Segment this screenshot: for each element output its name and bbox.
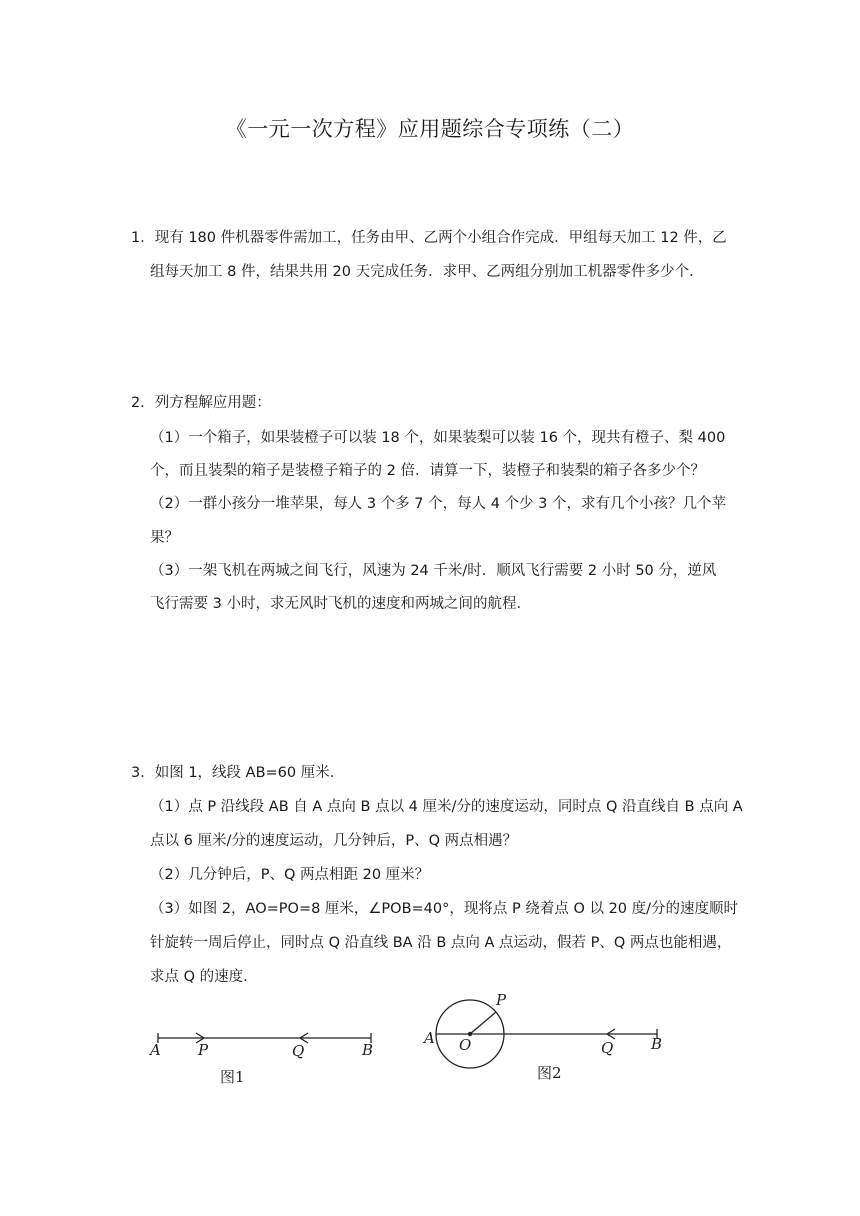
q2-part1-line-2: 个，而且装梨的箱子是装橙子箱子的 2 倍．请算一下，装橙子和装梨的箱子各多少个？	[150, 463, 705, 479]
fig2-label-o: O	[459, 1036, 472, 1054]
fig1-label-b: B	[362, 1041, 374, 1059]
fig2-label-a: A	[424, 1029, 435, 1047]
fig1-caption: 图1	[220, 1068, 245, 1086]
q3-part1-line-1: （1）点 P 沿线段 AB 自 A 点向 B 点以 4 厘米/分的速度运动，同时点 Q 沿直线自 B 点向 A	[150, 799, 743, 815]
fig1-label-q: Q	[292, 1042, 305, 1060]
q1-line-1: 1．现有 180 件机器零件需加工，任务由甲、乙两个小组合作完成．甲组每天加工 12 件，乙	[131, 230, 727, 246]
q2-part3-line-1: （3）一架飞机在两城之间飞行，风速为 24 千米/时．顺风飞行需要 2 小时 50 分，逆风	[150, 563, 717, 579]
fig1-label-a: A	[150, 1041, 161, 1059]
figure-2	[422, 991, 662, 1082]
fig2-radius-op	[470, 1012, 496, 1034]
q2-part2-line-2: 果？	[150, 530, 179, 546]
q3-part3-line-3: 求点 Q 的速度．	[150, 969, 258, 985]
fig1-label-p: P	[198, 1041, 209, 1059]
q2-part3-line-2: 飞行需要 3 小时，求无风时飞机的速度和两城之间的航程．	[150, 596, 531, 612]
fig2-label-p: P	[496, 991, 507, 1009]
figure-1	[148, 1033, 373, 1086]
q1-line-2: 组每天加工 8 件，结果共用 20 天完成任务．求甲、乙两组分别加工机器零件多少个．	[150, 264, 704, 280]
fig2-label-q: Q	[601, 1039, 614, 1057]
q2-part2-line-1: （2）一群小孩分一堆苹果，每人 3 个多 7 个，每人 4 个少 3 个，求有几个小孩？几个苹	[150, 496, 726, 512]
q3-part1-line-2: 点以 6 厘米/分的速度运动，几分钟后，P、Q 两点相遇？	[150, 833, 518, 849]
q3-part2-line-1: （2）几分钟后，P、Q 两点相距 20 厘米？	[150, 867, 430, 883]
q2-part1-line-1: （1）一个箱子，如果装橙子可以装 18 个，如果装梨可以装 16 个，现共有橙子、梨 400	[150, 430, 726, 446]
fig2-label-b: B	[651, 1035, 663, 1053]
q2-heading: 2．列方程解应用题：	[131, 395, 271, 411]
page-title: 《一元一次方程》应用题综合专项练（二）	[225, 117, 635, 141]
q3-part3-line-1: （3）如图 2，AO=PO=8 厘米，∠POB=40°，现将点 P 绕着点 O 以 20 度/分的速度顺时	[150, 901, 739, 917]
fig2-caption: 图2	[537, 1064, 562, 1082]
q3-heading: 3．如图 1，线段 AB=60 厘米．	[131, 765, 345, 781]
q3-part3-line-2: 针旋转一周后停止，同时点 Q 沿直线 BA 沿 B 点向 A 点运动，假若 P、Q 两点也能相遇，	[150, 935, 732, 951]
